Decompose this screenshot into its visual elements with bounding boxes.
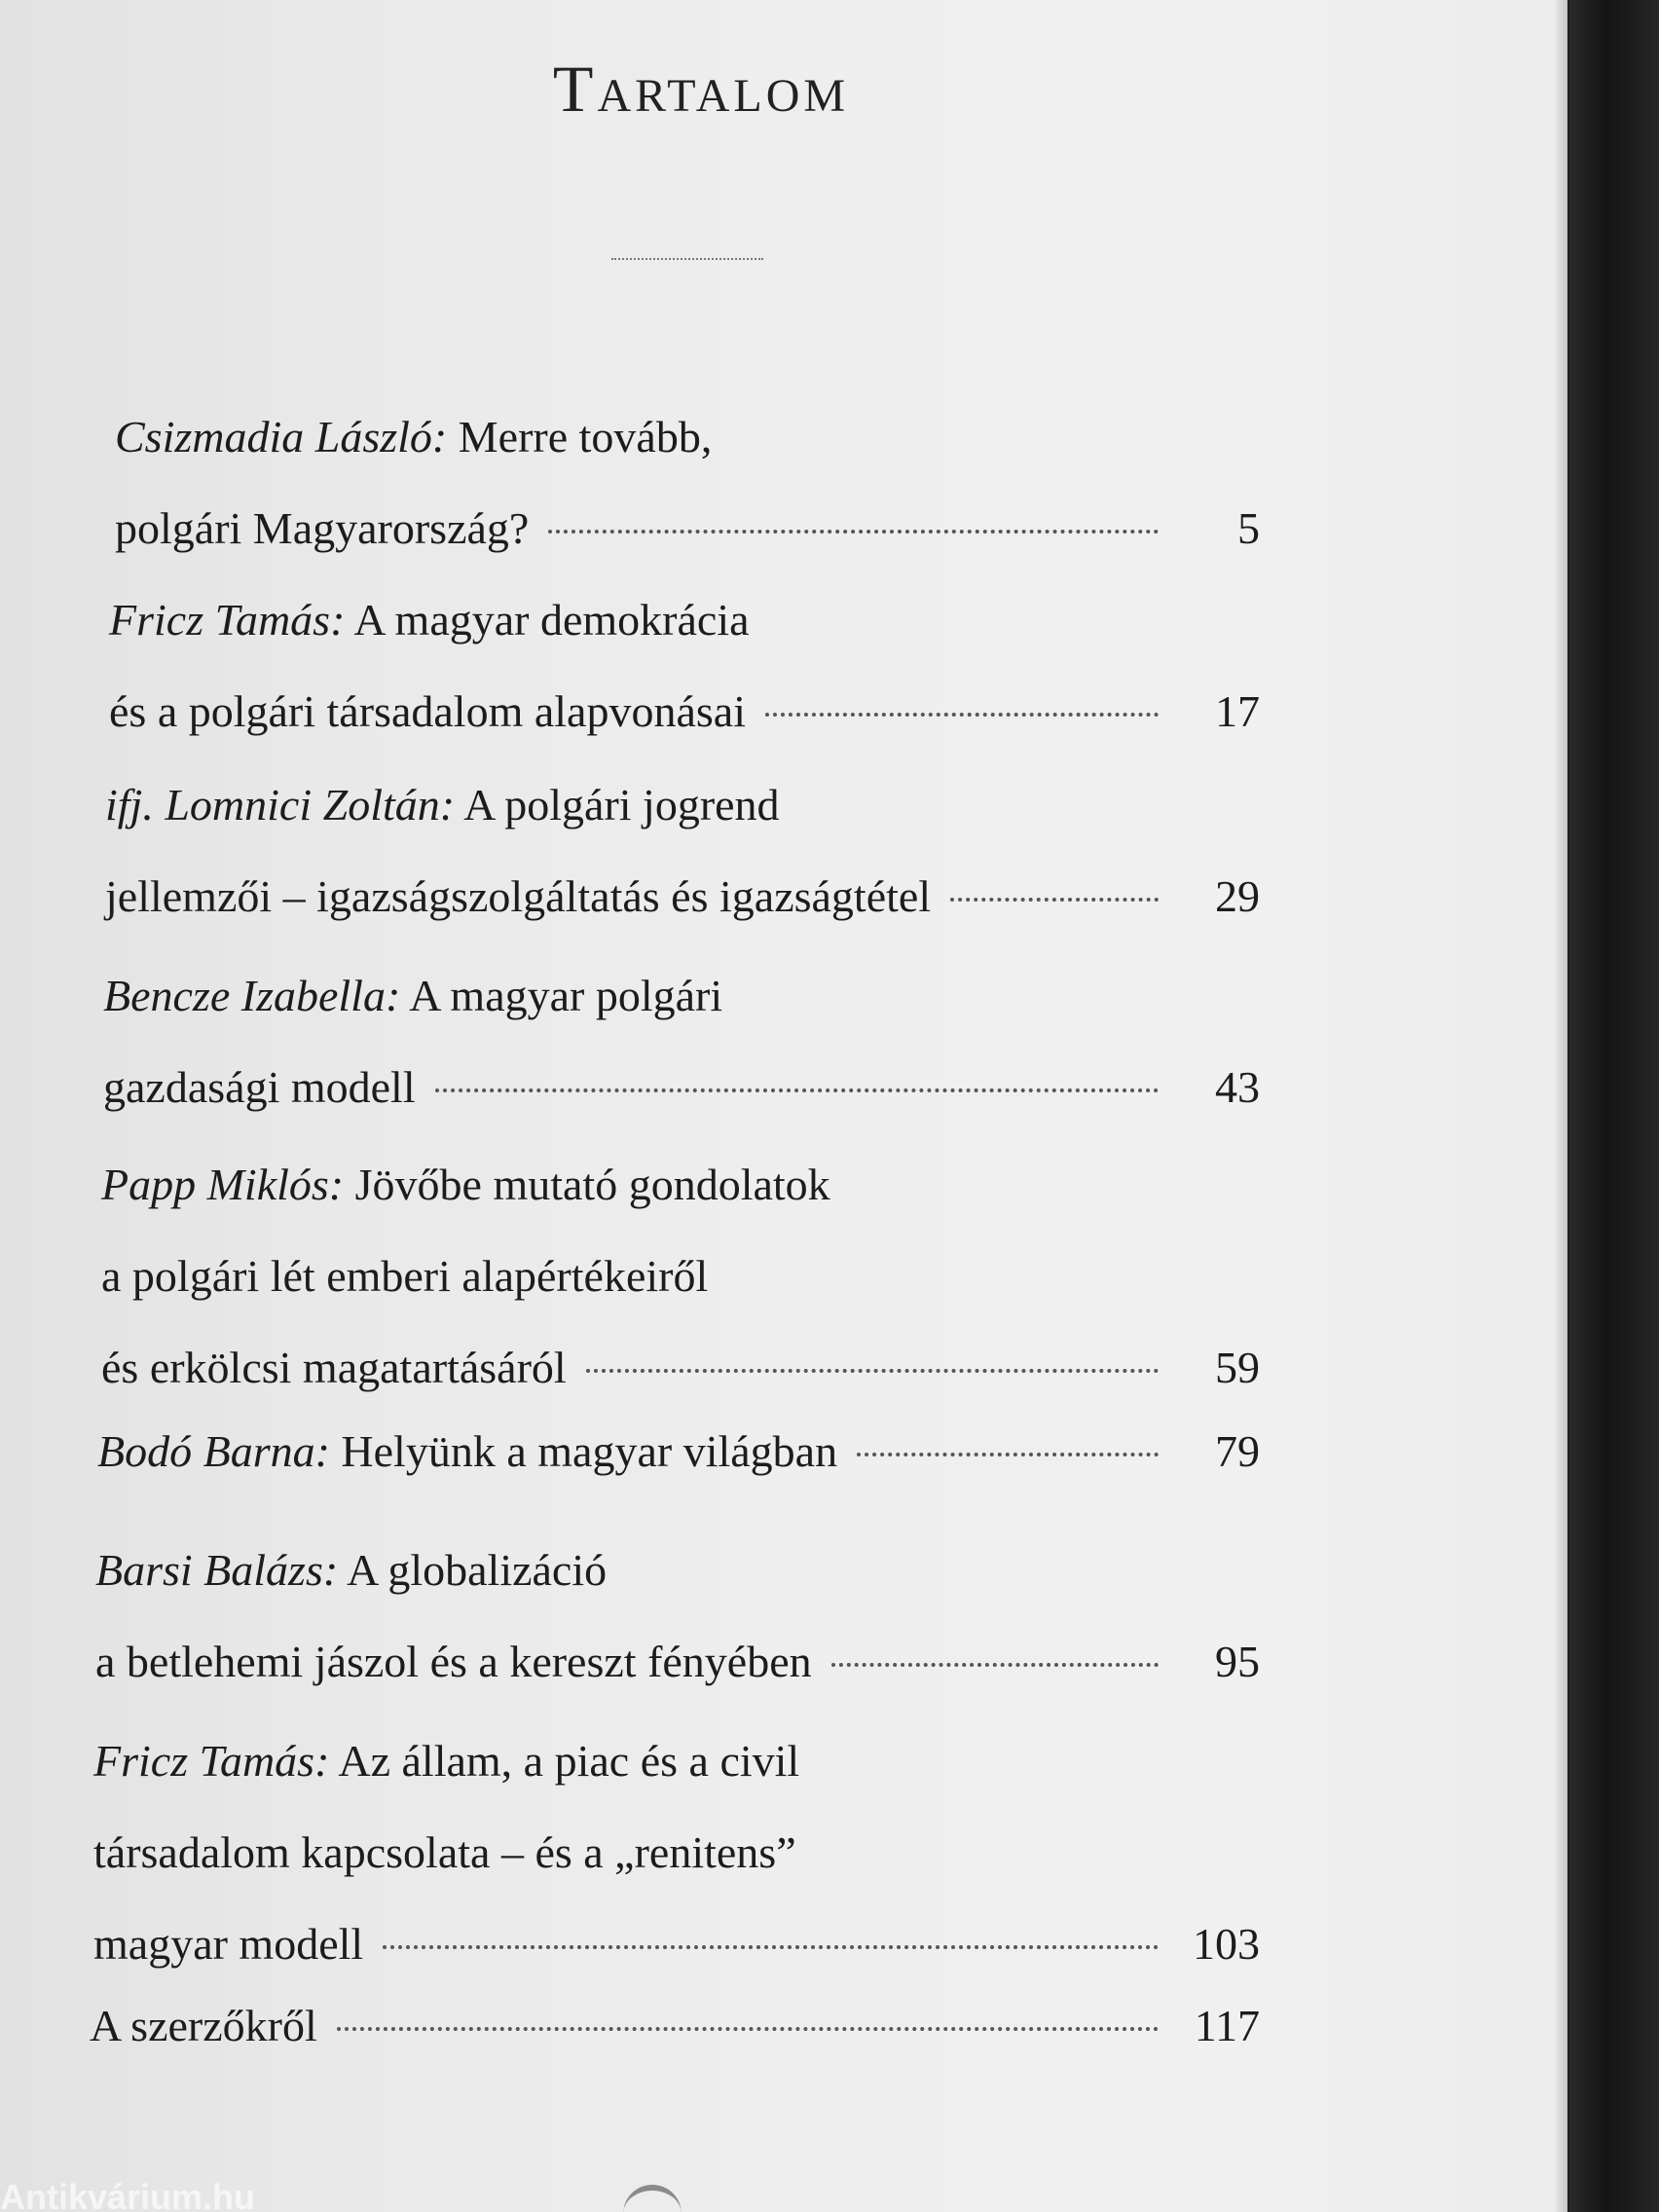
toc-entry — [105, 759, 1260, 942]
book-spine — [1569, 0, 1659, 2212]
entry-title-last-line: magyar modell — [93, 1919, 364, 1969]
entry-title-line: Jövőbe mutató gondolatok — [354, 1160, 830, 1209]
entry-title-line: a polgári lét emberi alapértékeiről — [101, 1251, 709, 1301]
toc-entry — [109, 574, 1260, 757]
page-number: 95 — [1215, 1637, 1260, 1686]
page-number: 5 — [1237, 503, 1260, 553]
toc-entry — [103, 950, 1260, 1133]
entry-author: Bodó Barna: — [97, 1426, 330, 1476]
toc-entry — [101, 1139, 1260, 1414]
dot-leader — [383, 1944, 1159, 1949]
dot-leader — [857, 1452, 1159, 1456]
page-number: 29 — [1215, 871, 1260, 921]
entry-title-last-line: Helyünk a magyar világban — [341, 1426, 838, 1476]
entry-author: Csizmadia László: — [115, 412, 448, 461]
page-title: Tartalom — [552, 52, 850, 126]
entry-title-line: társadalom kapcsolata – és a „renitens” — [93, 1827, 796, 1877]
entry-title-line: Merre tovább, — [458, 412, 713, 461]
dot-leader — [950, 897, 1159, 902]
entry-title-line: A polgári jogrend — [463, 780, 780, 830]
dot-leader — [831, 1662, 1159, 1667]
entry-title-last-line: és a polgári társadalom alapvonásai — [109, 686, 746, 736]
dot-leader — [765, 712, 1159, 717]
toc-entry — [115, 391, 1260, 574]
toc-entry — [97, 1406, 1260, 1497]
entry-title-last-line: a betlehemi jászol és a kereszt fényében — [95, 1637, 812, 1686]
entry-author: ifj. Lomnici Zoltán: — [105, 780, 456, 830]
dot-leader — [586, 1368, 1159, 1373]
entry-title-line: Az állam, a piac és a civil — [338, 1736, 800, 1786]
page-number: 79 — [1215, 1426, 1260, 1476]
page-number: 117 — [1194, 2001, 1260, 2050]
entry-title-last-line: A szerzőkről — [90, 2001, 317, 2050]
watermark: Antikvárium.hu — [0, 2177, 256, 2212]
entry-title-line: A magyar demokrácia — [353, 595, 750, 645]
page-number: 43 — [1215, 1062, 1260, 1112]
toc-entry — [90, 1980, 1260, 2072]
entry-title-last-line: gazdasági modell — [103, 1062, 416, 1112]
entry-title-last-line: polgári Magyarország? — [115, 503, 530, 553]
page-number: 103 — [1193, 1919, 1260, 1969]
dot-leader — [435, 1088, 1159, 1092]
toc-entry — [95, 1525, 1260, 1708]
entry-title-last-line: és erkölcsi magatartásáról — [101, 1343, 567, 1392]
dot-leader — [548, 529, 1159, 534]
entry-author: Fricz Tamás: — [109, 595, 346, 645]
entry-author: Papp Miklós: — [101, 1160, 345, 1209]
page-number: 17 — [1215, 686, 1260, 736]
page-number: 59 — [1215, 1343, 1260, 1392]
entry-title-last-line: jellemzői – igazságszolgáltatás és igazságtétel — [105, 871, 932, 921]
entry-title-line: A globalizáció — [347, 1545, 608, 1595]
page-edge — [1556, 0, 1567, 2212]
toc-entry — [93, 1715, 1260, 1990]
entry-author: Fricz Tamás: — [93, 1736, 330, 1786]
dot-leader — [337, 2026, 1159, 2031]
entry-author: Bencze Izabella: — [103, 971, 401, 1020]
entry-author: Barsi Balázs: — [95, 1545, 339, 1595]
entry-title-line: A magyar polgári — [409, 971, 723, 1020]
